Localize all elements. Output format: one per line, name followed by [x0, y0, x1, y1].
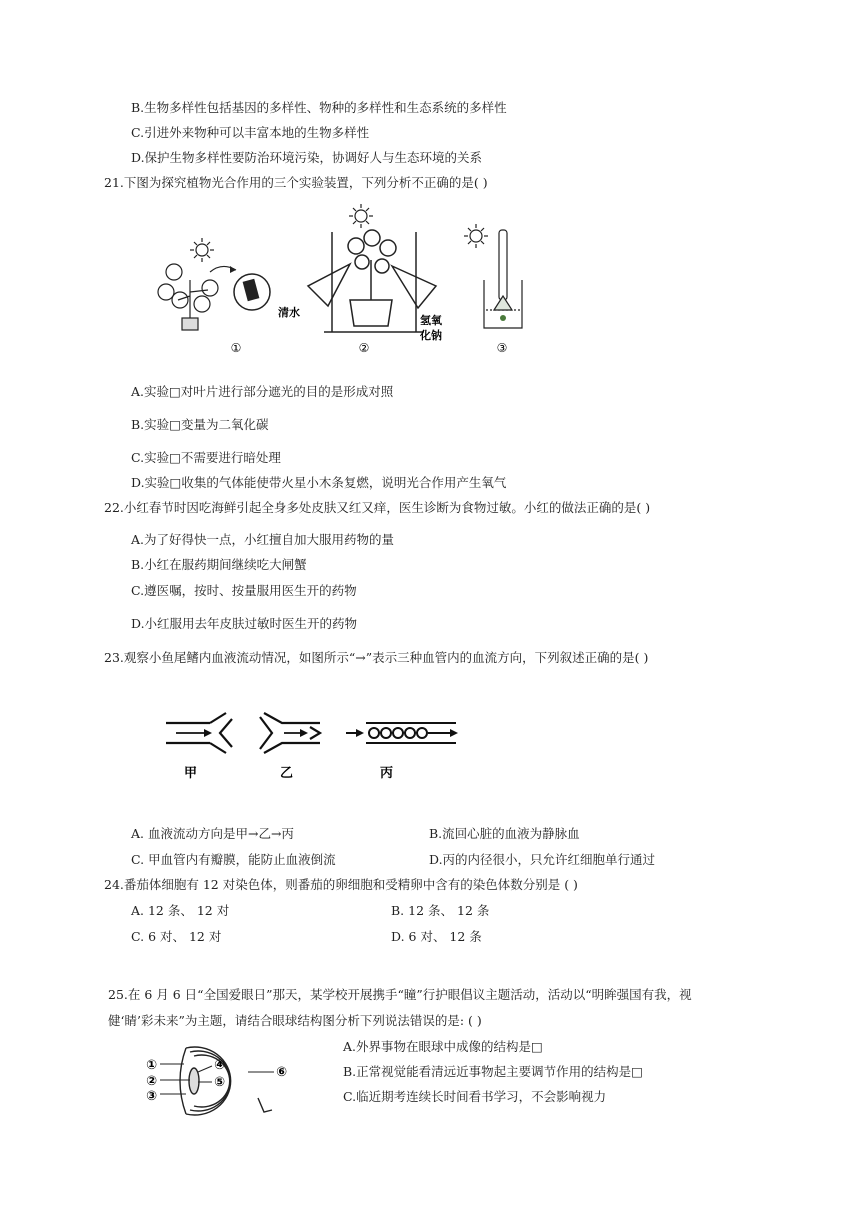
- q23-option-c: C. 甲血管内有瓣膜，能防止血液倒流: [131, 852, 336, 867]
- vessel-bing-label: 丙: [380, 766, 394, 781]
- beaker-test-tube-illustration: [484, 230, 522, 328]
- q22-option-d: D.小红服用去年皮肤过敏时医生开的药物: [131, 616, 358, 631]
- eye-label-3: ③: [146, 1089, 158, 1104]
- experiment-stand-illustration: [308, 230, 436, 332]
- device-1-label: ①: [230, 341, 242, 355]
- q23-blood-vessel-figure: [160, 705, 470, 785]
- q25-stem-line2: 健‘睛’彩未来”为主题，请结合眼球结构图分析下列说法错误的是: ( ): [108, 1013, 482, 1028]
- q25-option-a: A.外界事物在眼球中成像的结构是□: [343, 1039, 543, 1054]
- sun-icon: [464, 224, 488, 248]
- eye-label-5: ⑤: [214, 1075, 226, 1090]
- q23-stem: 23.观察小鱼尾鳍内血液流动情况，如图所示“→”表示三种血管内的血流方向，下列叙述正确的是( ): [104, 650, 649, 665]
- vessel-yi-label: 乙: [280, 766, 294, 781]
- sun-icon: [349, 204, 373, 228]
- q24-stem: 24.番茄体细胞有 12 对染色体，则番茄的卵细胞和受精卵中含有的染色体数分别是 ( ): [104, 877, 578, 892]
- q24-option-a: A. 12 条、 12 对: [131, 903, 230, 918]
- q22-option-c: C.遵医嘱，按时、按量服用医生开的药物: [131, 583, 357, 598]
- q20-option-b: B.生物多样性包括基因的多样性、物种的多样性和生态系统的多样性: [131, 100, 507, 115]
- q23-option-d: D.丙的内径很小，只允许红细胞单行通过: [429, 852, 656, 867]
- naoh-label-line1: 氢氧: [420, 314, 442, 327]
- q21-stem: 21.下图为探究植物光合作用的三个实验装置，下列分析不正确的是( ): [104, 175, 488, 190]
- q21-option-b: B.实验□变量为二氧化碳: [131, 417, 269, 432]
- eye-label-4: ④: [214, 1058, 226, 1073]
- q23-option-a: A. 血液流动方向是甲→乙→丙: [131, 826, 294, 841]
- q21-option-a: A.实验□对叶片进行部分遮光的目的是形成对照: [131, 384, 394, 399]
- q22-option-b: B.小红在服药期间继续吃大闸蟹: [131, 557, 307, 572]
- q20-option-d: D.保护生物多样性要防治环境污染，协调好人与生态环境的关系: [131, 150, 483, 165]
- eyeball-illustration: [180, 1047, 272, 1115]
- q25-eye-structure-figure: [140, 1038, 300, 1122]
- q22-option-a: A.为了好得快一点，小红擅自加大服用药物的量: [131, 532, 395, 547]
- q21-figure: [150, 200, 530, 360]
- naoh-label-line2: 化钠: [420, 329, 442, 342]
- q25-option-c: C.临近期考连续长时间看书学习，不会影响视力: [343, 1089, 607, 1104]
- q23-option-b: B.流回心脏的血液为静脉血: [429, 826, 580, 841]
- q22-stem: 22.小红春节时因吃海鲜引起全身多处皮肤又红又痒，医生诊断为食物过敏。小红的做法正确的是( ): [104, 500, 651, 515]
- device-3-label: ③: [496, 341, 508, 355]
- eye-label-2: ②: [146, 1074, 158, 1089]
- water-label: 清水: [278, 306, 300, 319]
- q24-option-b: B. 12 条、 12 条: [391, 903, 490, 918]
- q25-option-b: B.正常视觉能看清远近事物起主要调节作用的结构是□: [343, 1064, 643, 1079]
- vessel-yi-illustration: [260, 713, 320, 753]
- magnified-leaf-illustration: [234, 274, 270, 310]
- q24-option-c: C. 6 对、 12 对: [131, 929, 222, 944]
- q24-option-d: D. 6 对、 12 条: [391, 929, 482, 944]
- q21-option-d: D.实验□收集的气体能使带火星小木条复燃，说明光合作用产生氧气: [131, 475, 507, 490]
- q21-option-c: C.实验□不需要进行暗处理: [131, 450, 281, 465]
- vessel-jia-label: 甲: [184, 766, 198, 781]
- vessel-jia-illustration: [166, 713, 232, 753]
- device-2-label: ②: [358, 341, 370, 355]
- q25-stem-line1: 25.在 6 月 6 日“全国爱眼日”那天，某学校开展携手“瞳”行护眼倡议主题活动，活动以“明眸强国有我，视: [108, 987, 692, 1002]
- sun-icon: [190, 238, 214, 262]
- q20-option-c: C.引进外来物种可以丰富本地的生物多样性: [131, 125, 370, 140]
- eye-label-1: ①: [146, 1058, 158, 1073]
- potted-plant-illustration: [158, 264, 218, 330]
- eye-label-6: ⑥: [276, 1065, 288, 1080]
